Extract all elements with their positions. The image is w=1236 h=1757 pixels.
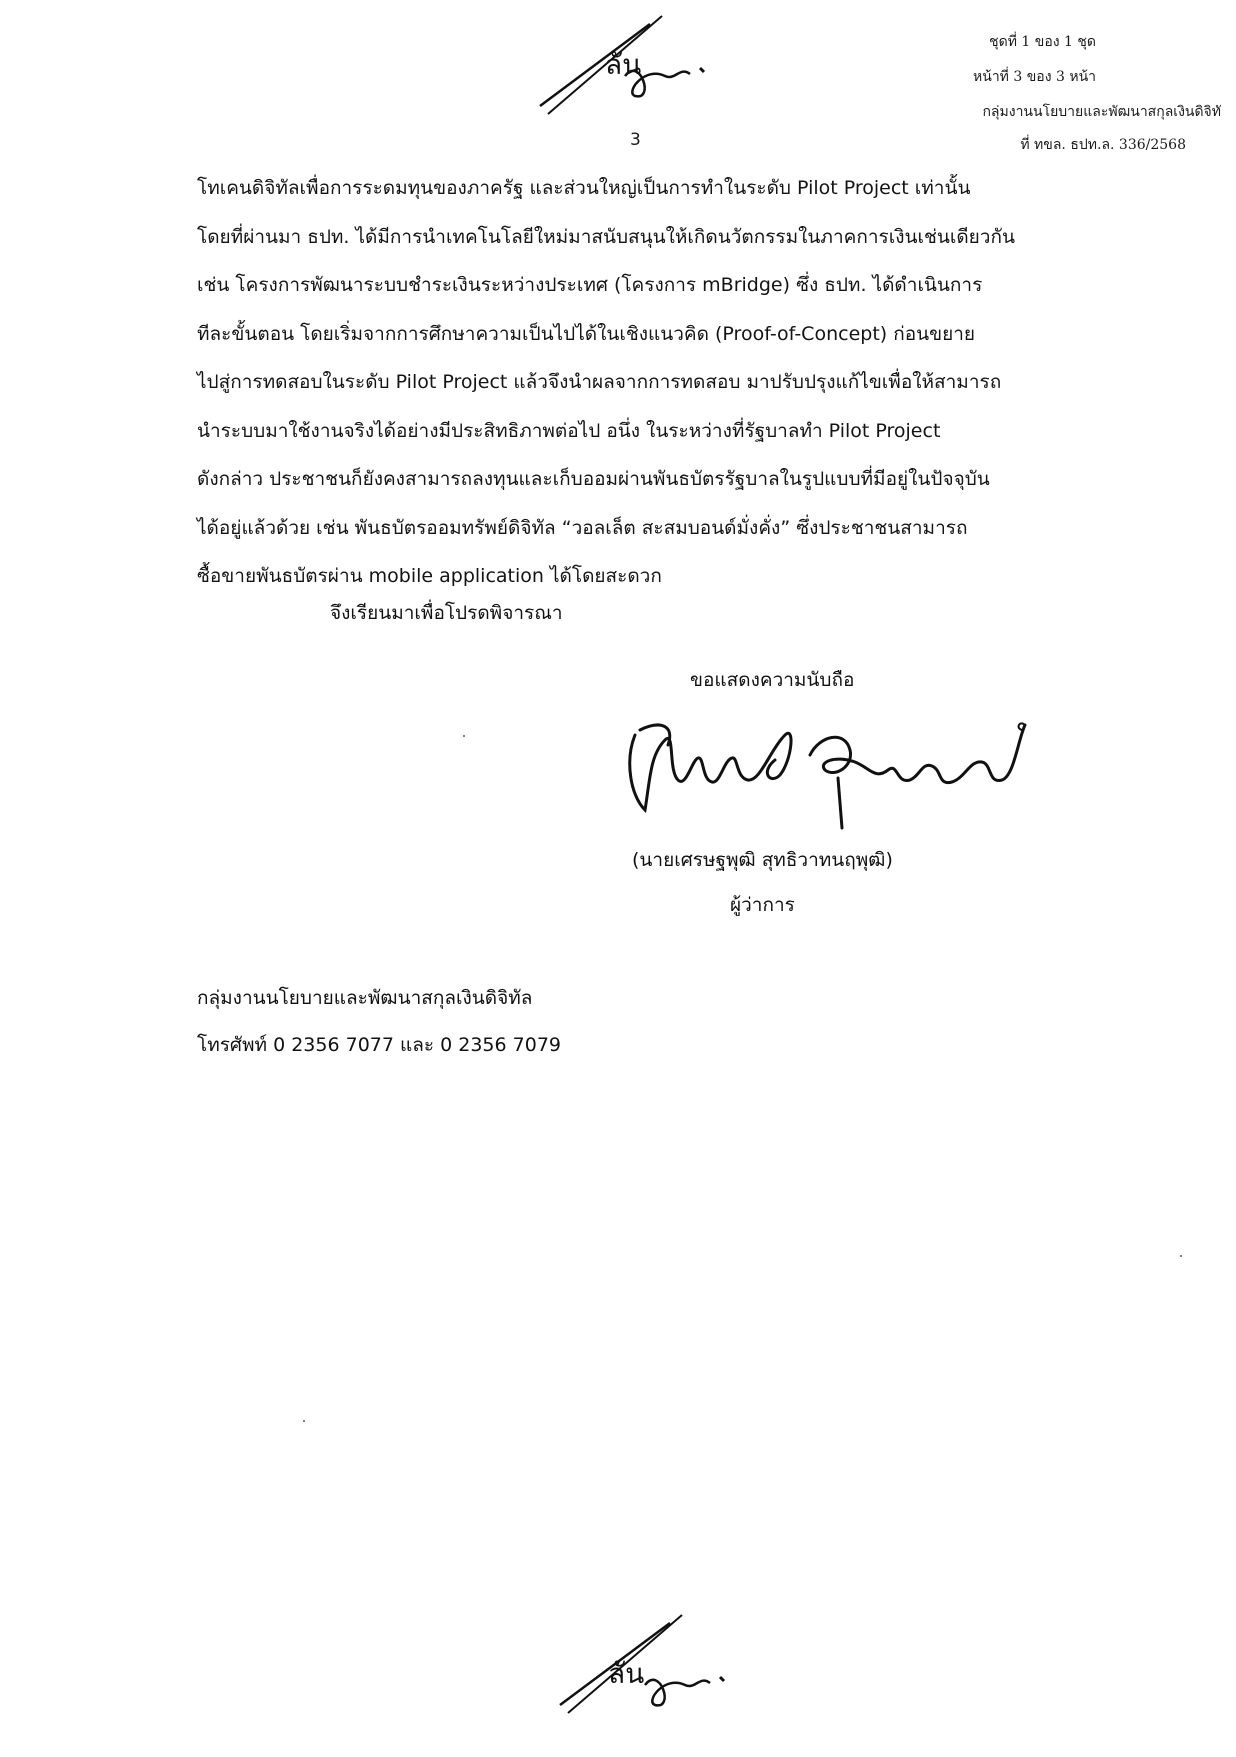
initials-text-top: ลัน — [605, 48, 642, 81]
scan-speck — [1180, 1255, 1182, 1257]
body-line: ดังกล่าว ประชาชนก็ยังคงสามารถลงทุนและเก็บออมผ่านพันธบัตรรัฐบาลในรูปแบบที่มีอยู่ในปัจจุบัน — [197, 468, 990, 490]
body-line: ทีละขั้นตอน โดยเริ่มจากการศึกษาความเป็นไปได้ในเชิงแนวคิด (Proof-of-Concept) ก่อนขยาย — [197, 322, 976, 345]
closing-sentence: จึงเรียนมาเพื่อโปรดพิจารณา — [330, 602, 563, 624]
initials-mark-bottom — [550, 1605, 750, 1715]
body-line: ไปสู่การทดสอบในระดับ Pilot Project แล้วจึงนำผลจากการทดสอบ มาปรับปรุงแก้ไขเพื่อให้สามารถ — [197, 371, 1002, 393]
document-page-label: หน้าที่ 3 ของ 3 หน้า — [973, 69, 1096, 85]
body-line: ได้อยู่แล้วด้วย เช่น พันธบัตรออมทรัพย์ดิจิทัล “วอลเล็ต สะสมบอนด์มั่งคั่ง” ซึ่งประชาชนสามารถ — [197, 516, 968, 539]
page-number: 3 — [630, 130, 641, 150]
handwritten-signature — [620, 700, 1040, 840]
signer-title: ผู้ว่าการ — [730, 894, 795, 916]
contact-phone: โทรศัพท์ 0 2356 7077 และ 0 2356 7079 — [197, 1034, 562, 1056]
document-set-label: ชุดที่ 1 ของ 1 ชุด — [989, 34, 1096, 50]
contact-unit: กลุ่มงานนโยบายและพัฒนาสกุลเงินดิจิทัล — [197, 987, 533, 1009]
body-line: โทเคนดิจิทัลเพื่อการระดมทุนของภาครัฐ และส่วนใหญ่เป็นการทำในระดับ Pilot Project เท่านั้น — [197, 177, 971, 199]
scan-speck — [303, 1420, 305, 1422]
initials-mark-top — [530, 6, 730, 116]
scan-speck — [463, 735, 465, 737]
body-line: นำระบบมาใช้งานจริงได้อย่างมีประสิทธิภาพต่อไป อนึ่ง ในระหว่างที่รัฐบาลทำ Pilot Project — [197, 419, 941, 442]
body-line: เช่น โครงการพัฒนาระบบชำระเงินระหว่างประเทศ (โครงการ mBridge) ซึ่ง ธปท. ได้ดำเนินการ — [197, 274, 983, 296]
body-paragraph — [197, 171, 1097, 608]
salutation: ขอแสดงความนับถือ — [690, 669, 855, 691]
initials-text-bottom: ลัน — [608, 1657, 645, 1690]
reference-number: ที่ ทขล. ธปท.ล. 336/2568 — [1020, 137, 1186, 153]
body-line: โดยที่ผ่านมา ธปท. ได้มีการนำเทคโนโลยีใหม่มาสนับสนุนให้เกิดนวัตกรรมในภาคการเงินเช่นเดียวกัน — [197, 225, 1015, 248]
issuing-group-label: กลุ่มงานนโยบายและพัฒนาสกุลเงินดิจิทั — [982, 104, 1221, 120]
signer-name: (นายเศรษฐพุฒิ สุทธิวาทนฤพุฒิ) — [632, 849, 893, 871]
body-line: ซื้อขายพันธบัตรผ่าน mobile application ได้โดยสะดวก — [197, 565, 662, 587]
